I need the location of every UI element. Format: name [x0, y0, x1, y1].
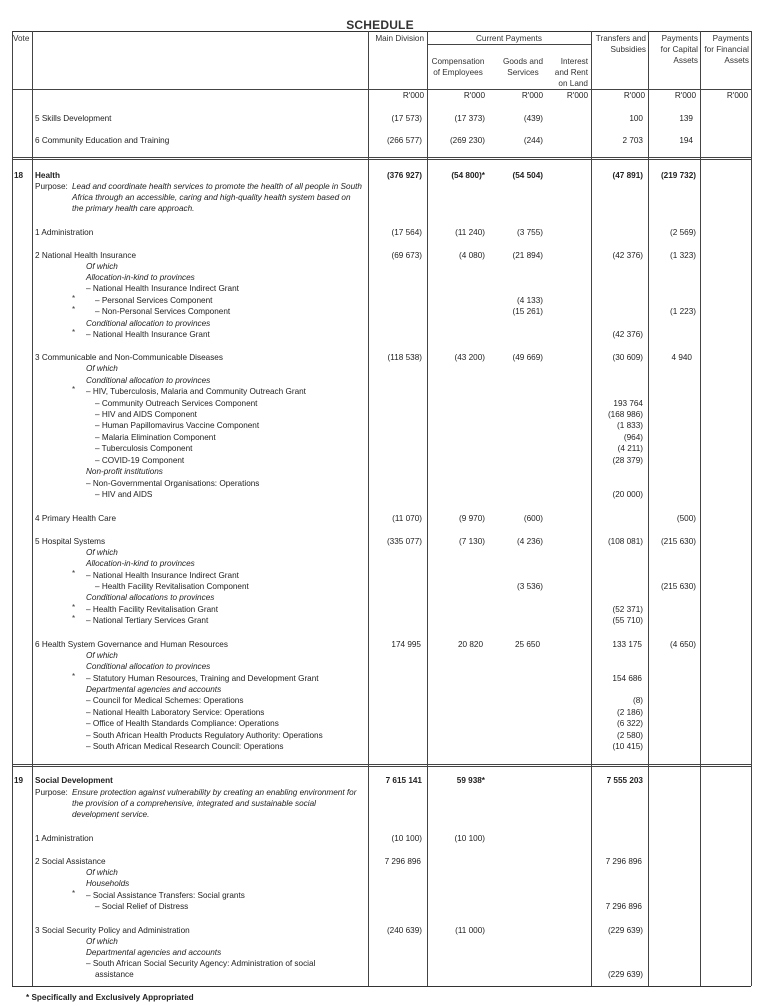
detail-label: Conditional allocation to provinces [86, 662, 211, 671]
detail-line: – National Health Insurance Grant [86, 330, 210, 339]
header-compensation: of Employees [433, 68, 483, 77]
unit-label: R'000 [402, 91, 424, 100]
value-transfers: (10 415) [612, 742, 643, 751]
detail-line: assistance [95, 970, 134, 979]
unit-label: R'000 [623, 91, 645, 100]
unit-label: R'000 [726, 91, 748, 100]
value-main: (266 577) [386, 136, 422, 145]
value-capital: 139 [679, 114, 693, 123]
unit-label: R'000 [521, 91, 543, 100]
detail-line: – Non-Governmental Organisations: Operations [86, 479, 260, 488]
programme-label: 4 Primary Health Care [35, 514, 116, 523]
value-transfers: (2 186) [617, 708, 643, 717]
value-transfers: (1 833) [617, 421, 643, 430]
appropriation-marker: * [72, 328, 76, 337]
header-financial: Assets [724, 56, 749, 65]
detail-line: – South African Medical Research Council: Operations [86, 742, 284, 751]
detail-label: Households [86, 879, 130, 888]
detail-label: Departmental agencies and accounts [86, 685, 222, 694]
value-transfers: (20 000) [612, 490, 643, 499]
value-main: 174 995 [391, 640, 421, 649]
programme-label: 1 Administration [35, 228, 94, 237]
header-main-division: Main Division [375, 34, 424, 43]
value-comp: (11 240) [455, 228, 485, 237]
vote-name: Health [35, 171, 61, 180]
value-transfers: 133 175 [612, 640, 642, 649]
detail-label: Of which [86, 548, 118, 557]
unit-label: R'000 [674, 91, 696, 100]
appropriation-marker: * [72, 305, 76, 314]
detail-line: – Personal Services Component [95, 296, 213, 305]
detail-line: – South African Social Security Agency: Administration of social [86, 959, 316, 968]
appropriation-marker: * [72, 672, 76, 681]
unit-label: R'000 [463, 91, 485, 100]
value-comp: (17 373) [454, 114, 485, 123]
section-divider [12, 157, 751, 158]
value-main: (240 639) [386, 926, 422, 935]
purpose-label: Purpose: [35, 182, 68, 191]
value-transfers: 193 764 [613, 399, 643, 408]
value-transfers: 7 296 896 [605, 902, 642, 911]
detail-label: Conditional allocation to provinces [86, 319, 211, 328]
header-financial: for Financial [704, 45, 749, 54]
value-capital: (2 569) [670, 228, 696, 237]
value-transfers: (964) [623, 433, 643, 442]
value-transfers: (2 580) [617, 731, 643, 740]
value-transfers: 2 703 [622, 136, 643, 145]
header-interest: and Rent [554, 68, 588, 77]
value-transfers: (168 986) [607, 410, 643, 419]
programme-label: 5 Skills Development [35, 114, 112, 123]
value-main: (11 070) [392, 514, 422, 523]
detail-line: – Council for Medical Schemes: Operations [86, 696, 244, 705]
header-divider [427, 44, 591, 45]
detail-line: – Community Outreach Services Component [95, 399, 258, 408]
detail-line: – Social Relief of Distress [95, 902, 189, 911]
value-transfers: (4 211) [617, 444, 643, 453]
value-capital: (4 650) [670, 640, 696, 649]
value-goods: 25 650 [514, 640, 540, 649]
appropriation-marker: * [72, 569, 76, 578]
value-comp: (10 100) [454, 834, 485, 843]
detail-line: – National Health Laboratory Service: Operations [86, 708, 265, 717]
detail-label: Of which [86, 651, 118, 660]
programme-label: 6 Community Education and Training [35, 136, 170, 145]
value-transfers: (30 609) [612, 353, 643, 362]
value-transfers: (55 710) [612, 616, 643, 625]
value-main: (335 077) [386, 537, 422, 546]
appropriation-marker: * [72, 614, 76, 623]
purpose-label: Purpose: [35, 788, 68, 797]
programme-label: 5 Hospital Systems [35, 537, 106, 546]
value-comp: (54 800)* [451, 171, 485, 180]
value-main: (17 573) [391, 114, 422, 123]
value-transfers: (52 371) [612, 605, 643, 614]
detail-line: – Statutory Human Resources, Training and Development Grant [86, 674, 319, 683]
section-divider [12, 764, 751, 765]
vote-name: Social Development [35, 776, 113, 785]
detail-line: – National Health Insurance Indirect Grant [86, 284, 239, 293]
header-transfers: Subsidies [610, 45, 646, 54]
detail-line: – National Tertiary Services Grant [86, 616, 209, 625]
header-interest: on Land [558, 79, 588, 88]
value-main: 7 296 896 [384, 857, 421, 866]
detail-label: Non-profit institutions [86, 467, 163, 476]
value-comp: (11 000) [455, 926, 485, 935]
value-goods: (439) [523, 114, 543, 123]
value-transfers: (6 322) [617, 719, 643, 728]
detail-line: – Human Papillomavirus Vaccine Component [95, 421, 260, 430]
detail-line: – Malaria Elimination Component [95, 433, 216, 442]
value-goods: (244) [523, 136, 543, 145]
value-goods: (4 133) [517, 296, 543, 305]
detail-label: Of which [86, 868, 118, 877]
value-goods: (3 536) [517, 582, 543, 591]
value-transfers: (28 379) [612, 456, 643, 465]
detail-line: – Social Assistance Transfers: Social grants [86, 891, 245, 900]
appropriation-marker: * [72, 889, 76, 898]
value-main: (118 538) [387, 353, 422, 362]
value-comp: (43 200) [454, 353, 485, 362]
value-capital: (219 732) [660, 171, 696, 180]
programme-label: 3 Social Security Policy and Administration [35, 926, 190, 935]
value-transfers: (108 081) [607, 537, 643, 546]
header-capital: Payments [661, 34, 698, 43]
detail-label: Conditional allocations to provinces [86, 593, 215, 602]
value-main: (376 927) [386, 171, 422, 180]
value-transfers: (229 639) [607, 970, 643, 979]
detail-label: Of which [86, 262, 118, 271]
col-line [751, 31, 752, 986]
value-comp: (269 230) [449, 136, 485, 145]
vote-number: 18 [14, 171, 24, 180]
header-vote: Vote [13, 34, 30, 43]
header-capital: for Capital [660, 45, 698, 54]
appropriation-marker: * [72, 603, 76, 612]
value-transfers: (42 376) [612, 251, 643, 260]
value-comp: (7 130) [459, 537, 485, 546]
value-goods: (3 755) [517, 228, 543, 237]
value-transfers: 7 296 896 [605, 857, 642, 866]
value-comp: (9 970) [459, 514, 485, 523]
value-transfers: (47 891) [612, 171, 643, 180]
value-main: (69 673) [391, 251, 422, 260]
value-capital: (215 630) [660, 537, 696, 546]
detail-line: – Office of Health Standards Compliance: Operations [86, 719, 279, 728]
value-capital: (500) [676, 514, 696, 523]
value-capital: (215 630) [660, 582, 696, 591]
footnote: * Specifically and Exclusively Appropriated [26, 993, 194, 1002]
value-transfers: 154 686 [612, 674, 642, 683]
detail-label: Of which [86, 937, 118, 946]
section-divider [12, 766, 751, 767]
header-capital: Assets [673, 56, 698, 65]
detail-label: Allocation-in-kind to provinces [86, 273, 195, 282]
value-goods: (600) [523, 514, 543, 523]
purpose-text: Lead and coordinate health services to promote the health of all people in South Africa through an accessible, caring and high-quality health system based on the primary health care approach. [72, 182, 362, 213]
purpose-text: Ensure protection against vulnerability by creating an enabling environment for the provision of a comprehensive, integrated and sustainable social development service. [72, 788, 357, 819]
value-comp: (4 080) [459, 251, 485, 260]
value-capital: 194 [679, 136, 693, 145]
detail-label: Allocation-in-kind to provinces [86, 559, 195, 568]
detail-line: – Health Facility Revitalisation Component [95, 582, 249, 591]
value-main: (17 564) [391, 228, 422, 237]
detail-line: – Health Facility Revitalisation Grant [86, 605, 218, 614]
value-goods: (15 261) [512, 307, 543, 316]
col-line [32, 31, 33, 986]
value-main: (10 100) [391, 834, 422, 843]
header-financial: Payments [712, 34, 749, 43]
value-transfers: 100 [629, 114, 643, 123]
section-divider [12, 159, 751, 160]
detail-line: – HIV and AIDS Component [95, 410, 197, 419]
detail-line: – COVID-19 Component [95, 456, 185, 465]
header-compensation: Compensation [431, 57, 485, 66]
programme-label: 3 Communicable and Non-Communicable Diseases [35, 353, 223, 362]
appropriation-marker: * [72, 294, 76, 303]
detail-line: – Tuberculosis Component [95, 444, 193, 453]
value-transfers: (8) [632, 696, 643, 705]
programme-label: 6 Health System Governance and Human Resources [35, 640, 228, 649]
header-current-payments: Current Payments [476, 34, 542, 43]
value-main: 7 615 141 [385, 776, 422, 785]
detail-label: Departmental agencies and accounts [86, 948, 222, 957]
col-line [12, 31, 13, 986]
value-goods: (54 504) [512, 171, 543, 180]
value-goods: (21 894) [512, 251, 543, 260]
detail-line: – National Health Insurance Indirect Grant [86, 571, 239, 580]
appropriation-marker: * [72, 385, 76, 394]
detail-line: – HIV, Tuberculosis, Malaria and Community Outreach Grant [86, 387, 306, 396]
detail-line: – South African Health Products Regulatory Authority: Operations [86, 731, 323, 740]
detail-label: Conditional allocation to provinces [86, 376, 211, 385]
header-goods: Services [507, 68, 539, 77]
value-capital: (1 323) [670, 251, 696, 260]
header-interest: Interest [560, 57, 588, 66]
value-transfers: 7 555 203 [606, 776, 643, 785]
col-line [700, 31, 701, 986]
value-capital: 4 940 [671, 353, 692, 362]
value-goods: (49 669) [512, 353, 543, 362]
value-transfers: (42 376) [612, 330, 643, 339]
detail-line: – HIV and AIDS [95, 490, 153, 499]
programme-label: 1 Administration [35, 834, 94, 843]
value-goods: (4 236) [517, 537, 543, 546]
schedule-title: SCHEDULE [346, 18, 414, 32]
vote-number: 19 [14, 776, 24, 785]
detail-label: Of which [86, 364, 118, 373]
value-comp: 20 820 [457, 640, 483, 649]
value-capital: (1 223) [670, 307, 696, 316]
detail-line: – Non-Personal Services Component [95, 307, 231, 316]
programme-label: 2 National Health Insurance [35, 251, 137, 260]
programme-label: 2 Social Assistance [35, 857, 106, 866]
unit-label: R'000 [566, 91, 588, 100]
header-transfers: Transfers and [595, 34, 646, 43]
header-goods: Goods and [502, 57, 544, 66]
value-transfers: (229 639) [607, 926, 643, 935]
value-comp: 59 938* [456, 776, 485, 785]
